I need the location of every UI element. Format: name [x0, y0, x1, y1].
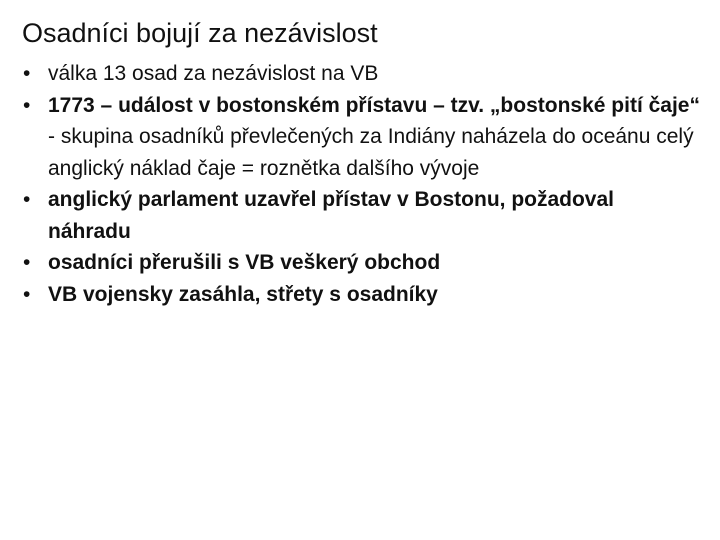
bullet-text: válka 13 osad za nezávislost na VB	[48, 62, 379, 85]
bullet-item	[22, 247, 702, 279]
bullet-item	[22, 90, 702, 185]
bullet-text: - skupina osadníků převlečených za Indiány naházela do oceánu celý anglický náklad čaje = roznětka dalšího vývoje	[48, 125, 694, 180]
bullet-marker: •	[23, 251, 31, 274]
bullet-marker: •	[23, 93, 31, 117]
bullet-item	[22, 58, 702, 90]
bullet-item	[22, 279, 702, 311]
bullet-marker: •	[23, 188, 31, 211]
bullet-item	[22, 184, 702, 247]
bullet-text: anglický parlament uzavřel přístav v Bostonu, požadoval náhradu	[48, 188, 614, 243]
slide-title: Osadníci bojují za nezávislost	[22, 18, 378, 48]
bullet-text: VB vojensky zasáhla, střety s osadníky	[48, 282, 438, 306]
bullet-marker: •	[23, 282, 31, 306]
bullet-marker: •	[23, 62, 31, 85]
bullet-list	[22, 58, 702, 310]
bullet-text: osadníci přerušili s VB veškerý obchod	[48, 251, 441, 274]
bullet-text-emphasis: 1773 – událost v bostonském přístavu – tzv. „bostonské pití čaje“	[48, 93, 700, 117]
